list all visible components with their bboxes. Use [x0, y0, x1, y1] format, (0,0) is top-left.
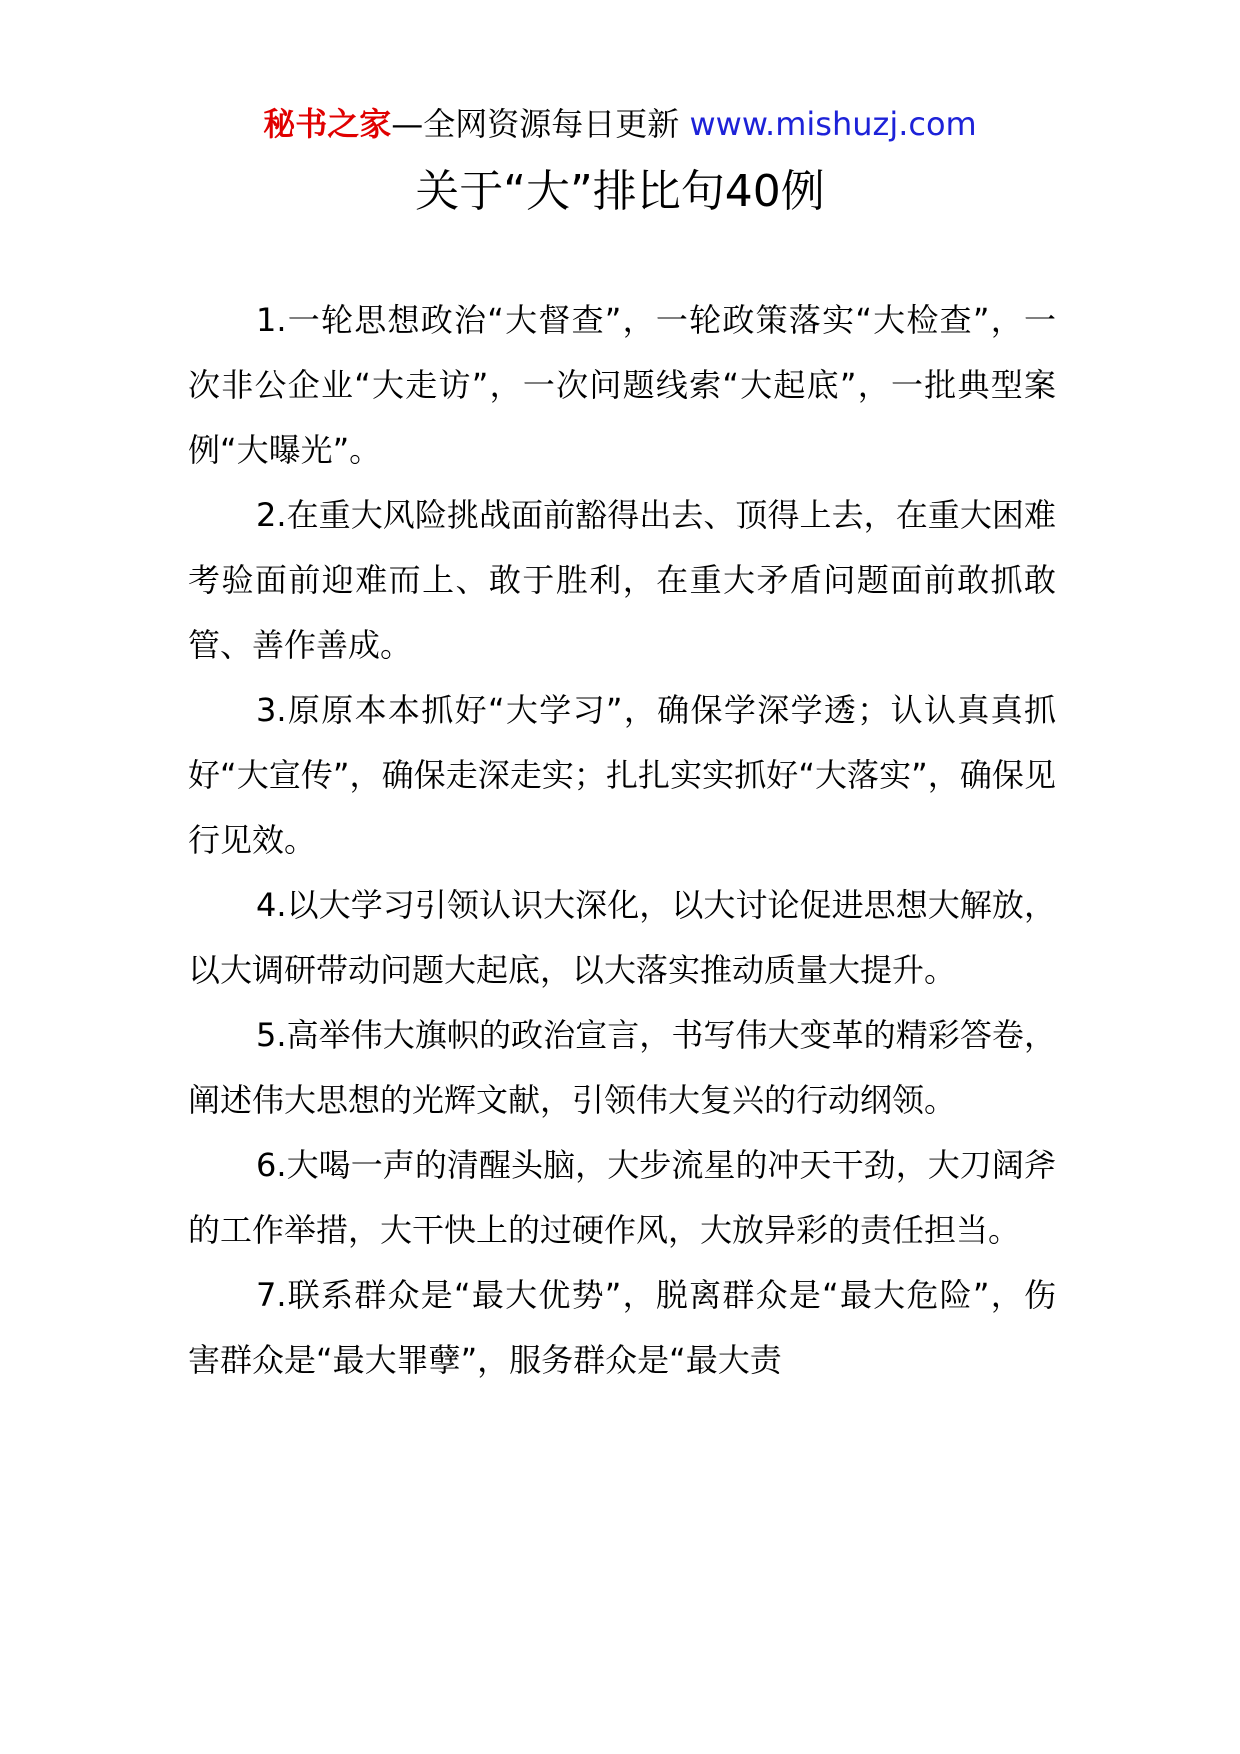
paragraph-item-7: 7.联系群众是“最大优势”，脱离群众是“最大危险”，伤害群众是“最大罪孽”，服务群众是“最大责	[188, 1276, 1056, 1379]
document-title: 关于“大”排比句40例	[415, 166, 825, 217]
paragraph-item-3: 3.原原本本抓好“大学习”，确保学深学透；认认真真抓好“大宣传”，确保走深走实；扎扎实实抓好“大落实”，确保见行见效。	[188, 691, 1056, 859]
site-url-link[interactable]: www.mishuzj.com	[689, 105, 977, 143]
document-body	[188, 288, 1056, 1393]
brand-name: 秘书之家	[263, 105, 392, 143]
paragraph-item-6: 6.大喝一声的清醒头脑，大步流星的冲天干劲，大刀阔斧的工作举措，大干快上的过硬作风，大放异彩的责任担当。	[188, 1146, 1056, 1249]
paragraph-item-2: 2.在重大风险挑战面前豁得出去、顶得上去，在重大困难考验面前迎难而上、敢于胜利，在重大矛盾问题面前敢抓敢管、善作善成。	[188, 496, 1056, 664]
site-slogan: —全网资源每日更新	[391, 105, 690, 143]
paragraph-item-5: 5.高举伟大旗帜的政治宣言，书写伟大变革的精彩答卷，阐述伟大思想的光辉文献，引领伟大复兴的行动纲领。	[188, 1016, 1056, 1119]
paragraph-item-4: 4.以大学习引领认识大深化，以大讨论促进思想大解放，以大调研带动问题大起底，以大落实推动质量大提升。	[188, 886, 1056, 989]
site-header	[0, 100, 1240, 148]
paragraph-item-1: 1.一轮思想政治“大督查”，一轮政策落实“大检查”，一次非公企业“大走访”，一次问题线索“大起底”，一批典型案例“大曝光”。	[188, 301, 1056, 469]
